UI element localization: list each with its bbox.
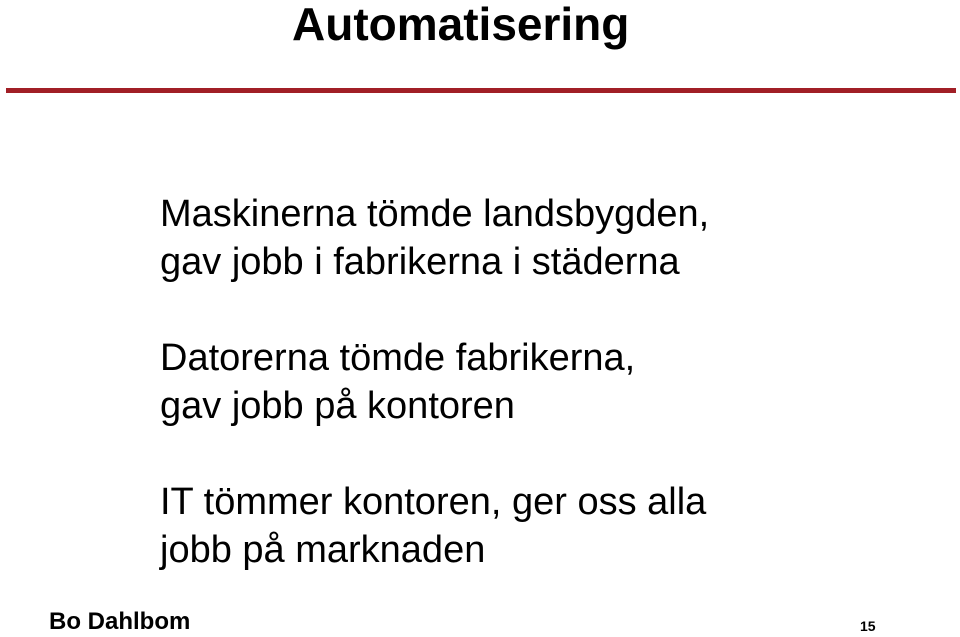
paragraph-computers [160,334,635,430]
paragraph-line: jobb på marknaden [160,529,486,571]
paragraph-line: gav jobb på kontoren [160,385,515,427]
page-number: 15 [860,618,876,634]
slide-title: Automatisering [292,0,630,50]
paragraph-machines [160,190,709,286]
title-divider [6,88,956,93]
paragraph-line: Datorerna tömde fabrikerna, [160,337,636,379]
paragraph-line: IT tömmer kontoren, ger oss alla [160,481,707,523]
paragraph-it [160,478,706,574]
footer-author: Bo Dahlbom [49,608,191,635]
paragraph-line: gav jobb i fabrikerna i städerna [160,241,680,283]
paragraph-line: Maskinerna tömde landsbygden, [160,193,710,235]
